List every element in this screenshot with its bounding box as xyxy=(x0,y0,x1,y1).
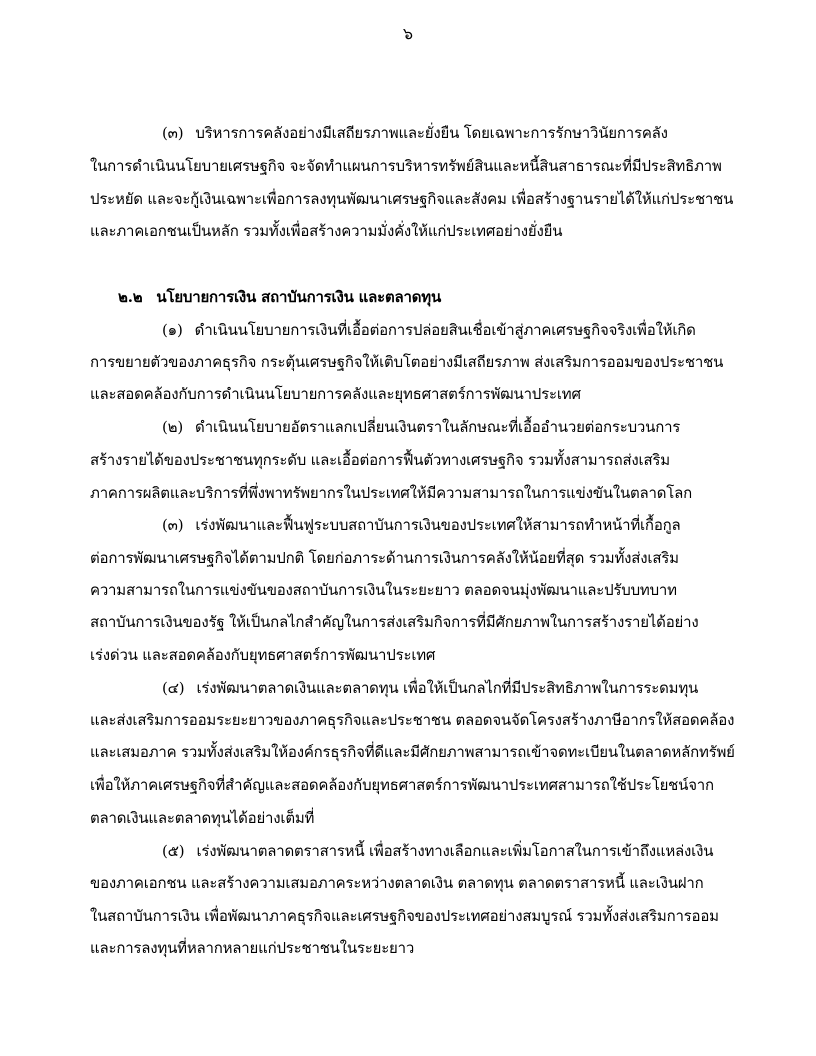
paragraph-line: ในการดำเนินนโยบายเศรษฐกิจ จะจัดทำแผนการบริหารทรัพย์สินและหนี้สินสาธารณะที่มีประสิทธิภาพ xyxy=(90,157,722,175)
paragraph-line: ประหยัด และจะกู้เงินเฉพาะเพื่อการลงทุนพัฒนาเศรษฐกิจและสังคม เพื่อสร้างฐานรายได้ให้แก่ประชาชน xyxy=(90,190,734,208)
section-heading-number: ๒.๒ xyxy=(118,288,143,306)
paragraph-line: ตลาดเงินและตลาดทุนได้อย่างเต็มที่ xyxy=(90,809,315,827)
paragraph-line: เร่งด่วน และสอดคล้องกับยุทธศาสตร์การพัฒนาประเทศ xyxy=(90,646,436,664)
paragraph-line xyxy=(162,676,740,700)
paragraph-line: และการลงทุนที่หลากหลายแก่ประชาชนในระยะยาว xyxy=(90,939,415,957)
paragraph-line: สร้างรายได้ของประชาชนทุกระดับ และเอื้อต่อการฟื้นตัวทางเศรษฐกิจ รวมทั้งสามารถส่งเสริม xyxy=(90,451,670,469)
paragraph-line: และสอดคล้องกับการดำเนินนโยบายการคลังและยุทธศาสตร์การพัฒนาประเทศ xyxy=(90,385,581,403)
page-number: ๖ xyxy=(402,24,414,43)
item-number: (๕) xyxy=(162,842,185,860)
paragraph-line xyxy=(162,513,740,537)
item-number: (๑) xyxy=(162,321,183,339)
section-heading-title: นโยบายการเงิน สถาบันการเงิน และตลาดทุน xyxy=(156,288,442,306)
paragraph-line: การขยายตัวของภาคธุรกิจ กระตุ้นเศรษฐกิจให้เติบโตอย่างมีเสถียรภาพ ส่งเสริมการออมของประชาชน xyxy=(90,353,724,371)
item-text: เร่งพัฒนาและฟื้นฟูระบบสถาบันการเงินของประเทศให้สามารถทำหน้าที่เกื้อกูล xyxy=(195,516,681,534)
section-heading xyxy=(118,285,740,309)
paragraph-line: เพื่อให้ภาคเศรษฐกิจที่สำคัญและสอดคล้องกับยุทธศาสตร์การพัฒนาประเทศสามารถใช้ประโยชน์จาก xyxy=(90,776,714,794)
paragraph-line xyxy=(162,839,740,863)
paragraph-line: ภาคการผลิตและบริการที่พึ่งพาทรัพยากรในประเทศให้มีความสามารถในการแข่งขันในตลาดโลก xyxy=(90,484,693,502)
paragraph-line: และภาคเอกชนเป็นหลัก รวมทั้งเพื่อสร้างความมั่งคั่งให้แก่ประเทศอย่างยั่งยืน xyxy=(90,222,563,240)
paragraph-line: และส่งเสริมการออมระยะยาวของภาคธุรกิจและประชาชน ตลอดจนจัดโครงสร้างภาษีอากรให้สอดคล้อง xyxy=(90,711,735,729)
paragraph-line xyxy=(162,121,740,145)
paragraph-line: ในสถาบันการเงิน เพื่อพัฒนาภาคธุรกิจและเศรษฐกิจของประเทศอย่างสมบูรณ์ รวมทั้งส่งเสริมการออม xyxy=(90,907,719,925)
paragraph-line: ของภาคเอกชน และสร้างความเสมอภาคระหว่างตลาดเงิน ตลาดทุน ตลาดตราสารหนี้ และเงินฝาก xyxy=(90,874,704,892)
paragraph-line: และเสมอภาค รวมทั้งส่งเสริมให้องค์กรธุรกิจที่ดีและมีศักยภาพสามารถเข้าจดทะเบียนในตลาดหลักทรัพย์ xyxy=(90,743,735,761)
item-text: ดำเนินนโยบายการเงินที่เอื้อต่อการปล่อยสินเชื่อเข้าสู่ภาคเศรษฐกิจจริงเพื่อให้เกิด xyxy=(194,321,696,339)
item-number: (๔) xyxy=(162,679,185,697)
paragraph-line: ความสามารถในการแข่งขันของสถาบันการเงินในระยะยาว ตลอดจนมุ่งพัฒนาและปรับบทบาท xyxy=(90,581,677,599)
item-text: เร่งพัฒนาตลาดเงินและตลาดทุน เพื่อให้เป็นกลไกที่มีประสิทธิภาพในการระดมทุน xyxy=(196,679,699,697)
item-number: (๓) xyxy=(162,124,184,142)
item-text: บริหารการคลังอย่างมีเสถียรภาพและยั่งยืน โดยเฉพาะการรักษาวินัยการคลัง xyxy=(195,124,668,142)
item-text: ดำเนินนโยบายอัตราแลกเปลี่ยนเงินตราในลักษณะที่เอื้ออำนวยต่อกระบวนการ xyxy=(195,418,681,436)
item-number: (๓) xyxy=(162,516,184,534)
paragraph-line: ต่อการพัฒนาเศรษฐกิจได้ตามปกติ โดยก่อภาระด้านการเงินการคลังให้น้อยที่สุด รวมทั้งส่งเสริม xyxy=(90,549,679,567)
paragraph-line xyxy=(162,415,740,439)
item-number: (๒) xyxy=(162,418,183,436)
item-text: เร่งพัฒนาตลาดตราสารหนี้ เพื่อสร้างทางเลือกและเพิ่มโอกาสในการเข้าถึงแหล่งเงิน xyxy=(196,842,714,860)
paragraph-line xyxy=(162,318,740,342)
paragraph-line: สถาบันการเงินของรัฐ ให้เป็นกลไกสำคัญในการส่งเสริมกิจการที่มีศักยภาพในการสร้างรายได้อย่าง xyxy=(90,613,699,631)
